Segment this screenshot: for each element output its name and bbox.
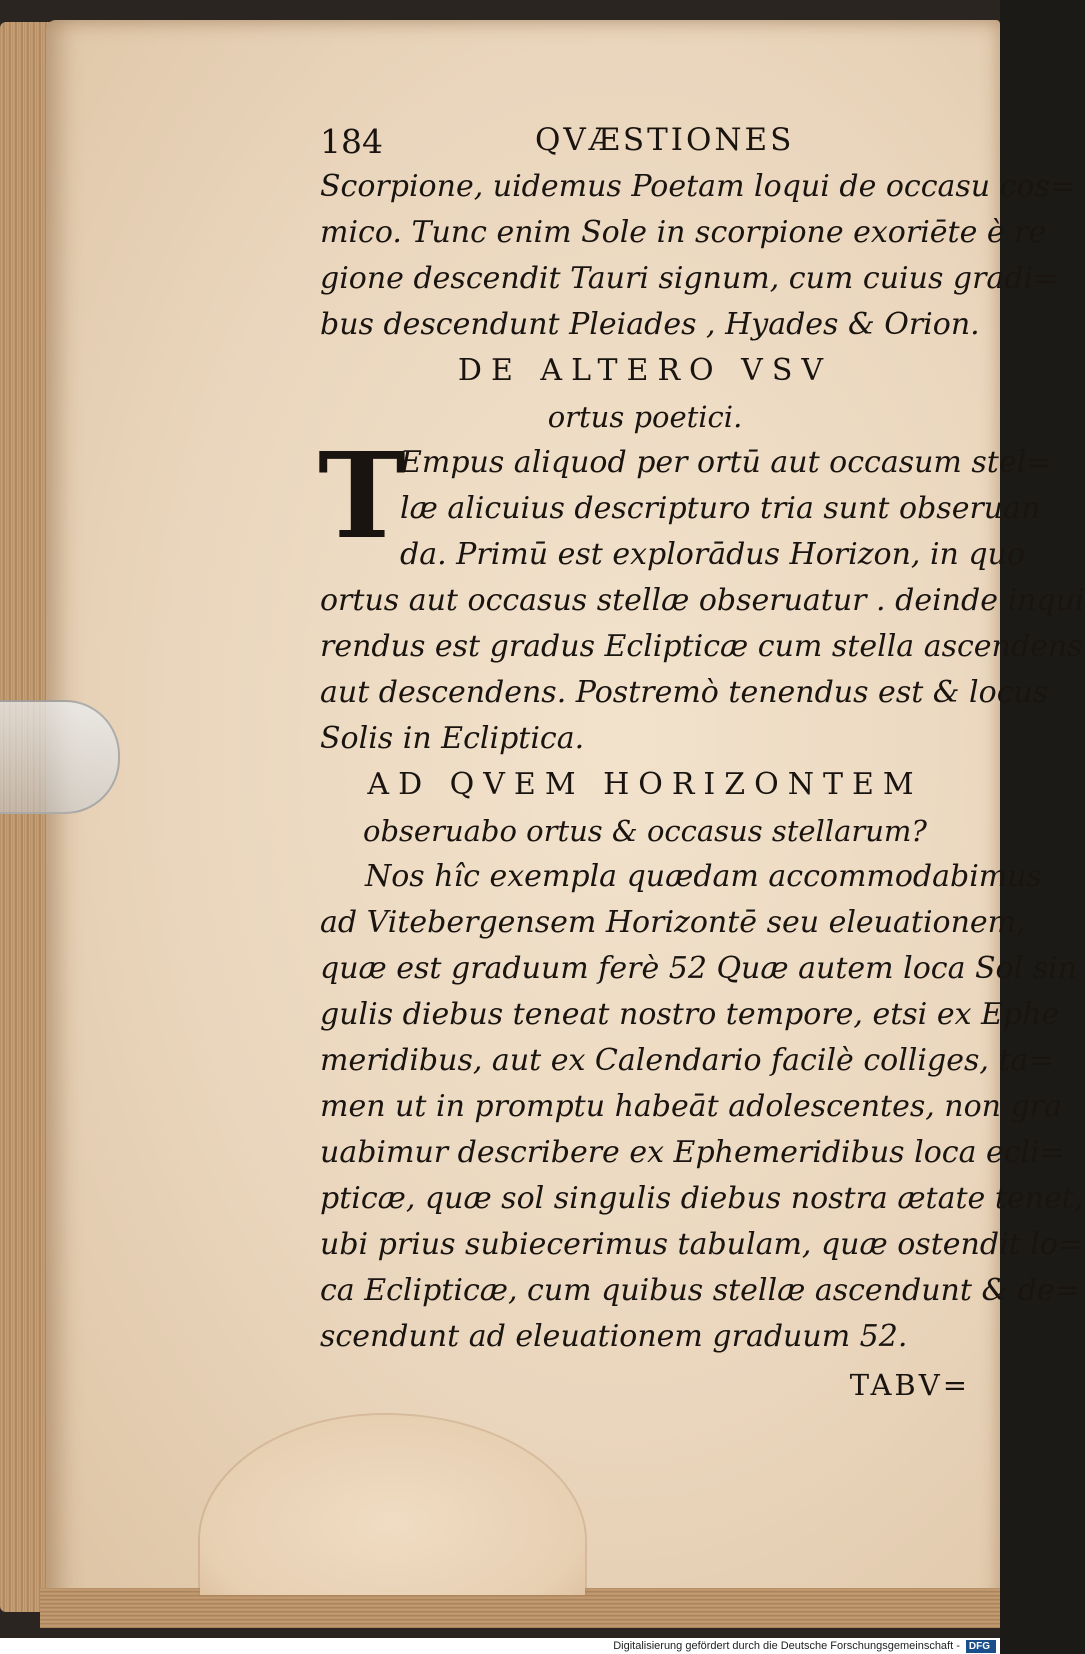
text-line: Solis in Ecliptica. xyxy=(320,721,585,756)
section-heading: DE ALTERO VSV xyxy=(457,353,833,388)
text-line: aut descendens. Postremò tenendus est & locus xyxy=(320,675,1049,710)
digitization-credit xyxy=(0,1638,1000,1654)
page-header xyxy=(320,112,970,164)
text-line: rendus est gradus Eclipticæ cum stella ascendens xyxy=(320,629,1083,664)
text-line: mico. Tunc enim Sole in scorpione exoriēte è re xyxy=(320,215,1047,250)
text-line: pticæ, quæ sol singulis diebus nostra ætate tenet, xyxy=(320,1181,1084,1216)
paragraph-3 xyxy=(320,854,1084,1360)
running-head: QVÆSTIONES xyxy=(535,122,795,158)
text-line: gulis diebus teneat nostro tempore, etsi ex Ephe xyxy=(320,997,1060,1032)
page-number: 184 xyxy=(320,122,383,161)
credit-text: Digitalisierung gefördert durch die Deutsche Forschungsgemeinschaft - xyxy=(613,1640,960,1652)
section-subheading: ortus poetici. xyxy=(547,400,743,434)
text-line: uabimur describere ex Ephemeridibus loca ecli= xyxy=(320,1135,1065,1170)
text-line: Nos hîc exempla quædam accommodabimus xyxy=(365,859,1042,894)
text-line: quæ est graduum ferè 52 Quæ autem loca Sol sin xyxy=(320,951,1078,986)
dfg-logo: DFG xyxy=(966,1640,996,1653)
drop-cap-initial: T xyxy=(318,426,406,565)
text-line: ad Vitebergensem Horizontē seu eleuationem, xyxy=(320,905,1026,940)
text-line: ubi prius subiecerimus tabulam, quæ ostendit lo= xyxy=(320,1227,1084,1262)
text-line: gione descendit Tauri signum, cum cuius gradi= xyxy=(320,261,1059,296)
text-line: meridibus, aut ex Calendario facilè colliges, ta= xyxy=(320,1043,1054,1078)
text-line: ca Eclipticæ, cum quibus stellæ ascendunt & de= xyxy=(320,1273,1080,1308)
section-subheading: obseruabo ortus & occasus stellarum? xyxy=(363,814,927,848)
page-clip xyxy=(0,700,120,814)
text-line: da. Primū est explorādus Horizon, in quo xyxy=(400,537,1026,572)
paragraph-2 xyxy=(318,426,1085,762)
text-line: Scorpione, uidemus Poetam loqui de occasu cos= xyxy=(320,169,1076,204)
text-line: ortus aut occasus stellæ obseruatur . deinde inqui xyxy=(320,583,1085,618)
text-line: læ alicuius descripturo tria sunt obseruan xyxy=(400,491,1041,526)
text-line: Empus aliquod per ortū aut occasum stel= xyxy=(400,445,1052,480)
text-line: men ut in promptu habeāt adolescentes, non gra xyxy=(320,1089,1062,1124)
text-line: bus descendunt Pleiades , Hyades & Orion. xyxy=(320,307,980,342)
text-line: scendunt ad eleuationem graduum 52. xyxy=(320,1319,908,1354)
section-heading: AD QVEM HORIZONTEM xyxy=(367,767,923,802)
catchword: TABV= xyxy=(849,1368,970,1402)
text-block xyxy=(318,112,1085,1410)
paragraph-1 xyxy=(320,164,1076,348)
